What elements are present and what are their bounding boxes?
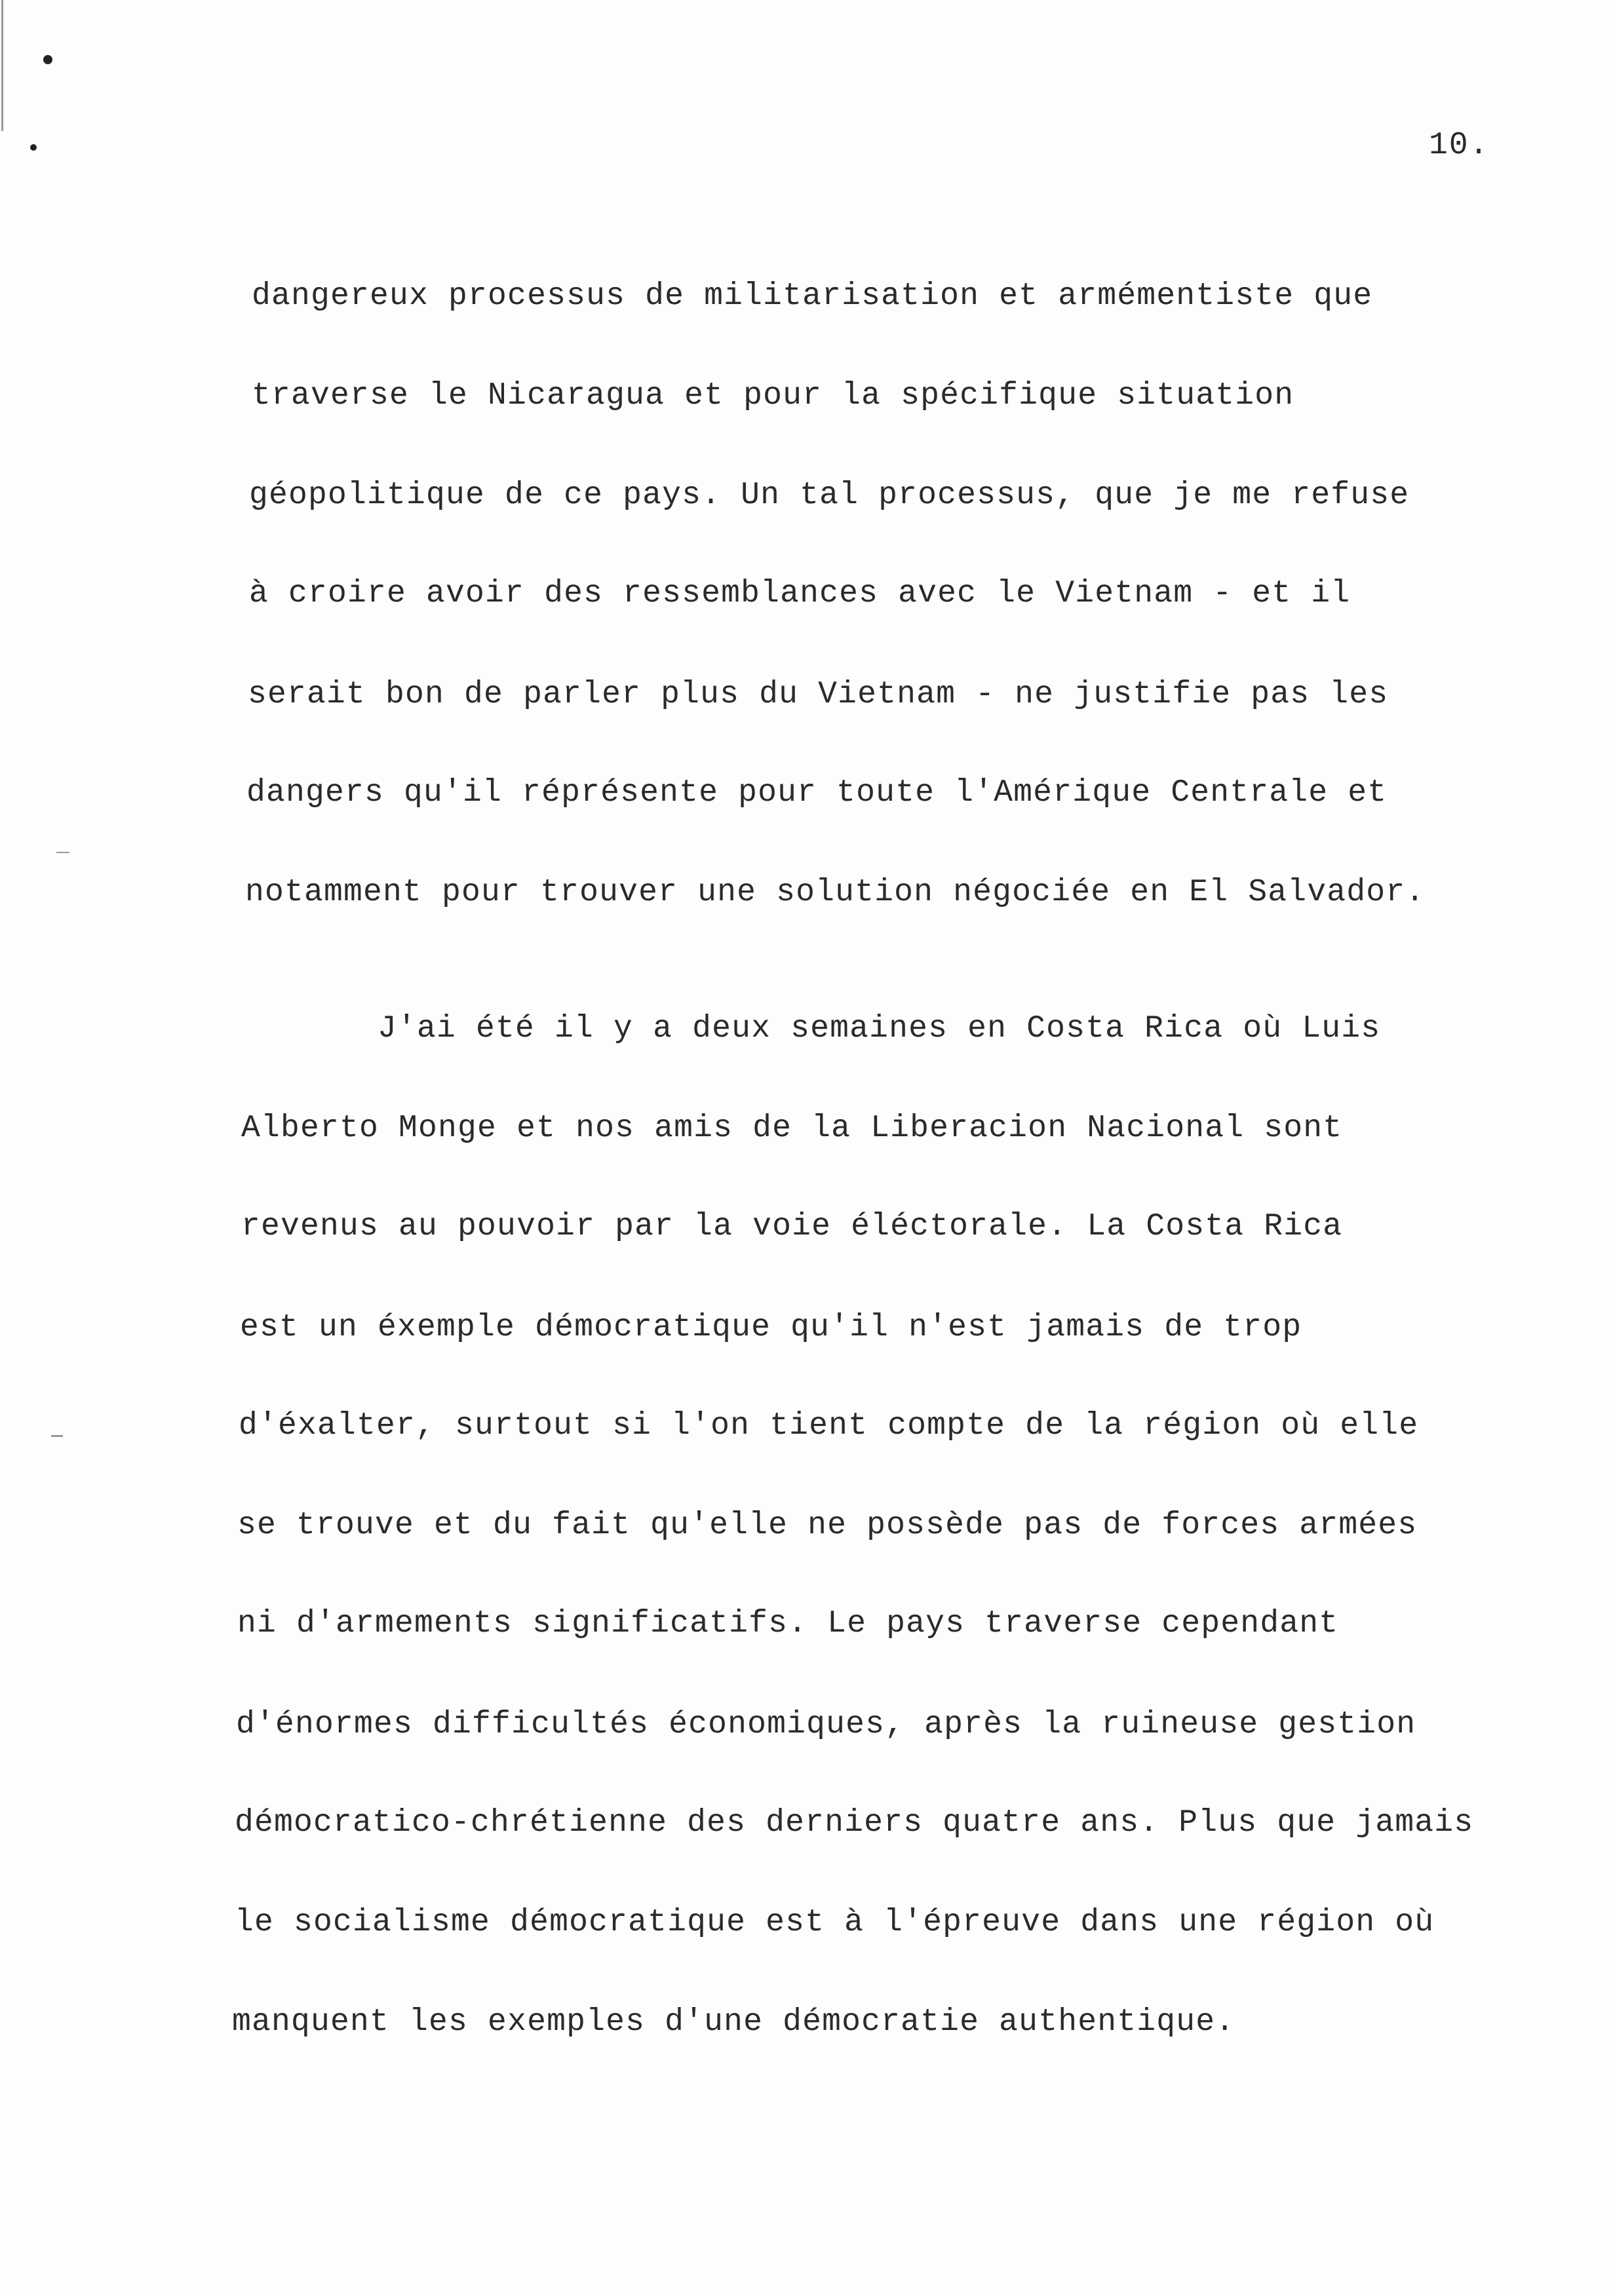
text-line: Alberto Monge et nos amis de la Liberacion Nacional sont — [241, 1111, 1343, 1146]
punch-hole-mark — [30, 144, 37, 151]
page-number: 10. — [1429, 128, 1490, 163]
text-line: J'ai été il y a deux semaines en Costa Rica où Luis — [378, 1011, 1381, 1046]
scan-speck — [56, 852, 69, 853]
scan-speck — [1, 0, 3, 131]
text-line: manquent les exemples d'une démocratie authentique. — [232, 2004, 1236, 2040]
text-line: d'énormes difficultés économiques, après la ruineuse gestion — [236, 1707, 1416, 1742]
punch-hole-mark — [43, 55, 52, 64]
text-line: d'éxalter, surtout si l'on tient compte de la région où elle — [239, 1408, 1419, 1444]
scan-speck — [51, 1435, 63, 1437]
text-line: se trouve et du fait qu'elle ne possède pas de forces armées — [237, 1508, 1418, 1543]
text-line: notamment pour trouver une solution négociée en El Salvador. — [245, 875, 1426, 910]
text-line: démocratico-chrétienne des derniers quatre ans. Plus que jamais — [235, 1805, 1474, 1841]
text-line: revenus au pouvoir par la voie éléctorale. La Costa Rica — [241, 1209, 1343, 1244]
text-line: serait bon de parler plus du Vietnam - ne justifie pas les — [248, 677, 1389, 712]
text-line: ni d'armements significatifs. Le pays traverse cependant — [237, 1606, 1339, 1641]
text-line: à croire avoir des ressemblances avec le Vietnam - et il — [249, 576, 1351, 611]
text-line: géopolitique de ce pays. Un tal processus, que je me refuse — [249, 478, 1410, 513]
text-line: dangereux processus de militarisation et armémentiste que — [252, 278, 1373, 314]
text-line: le socialisme démocratique est à l'épreuve dans une région où — [235, 1905, 1435, 1940]
text-line: traverse le Nicaragua et pour la spécifique situation — [252, 378, 1294, 413]
text-line: est un éxemple démocratique qu'il n'est jamais de trop — [240, 1310, 1302, 1345]
text-line: dangers qu'il réprésente pour toute l'Amérique Centrale et — [246, 775, 1388, 811]
